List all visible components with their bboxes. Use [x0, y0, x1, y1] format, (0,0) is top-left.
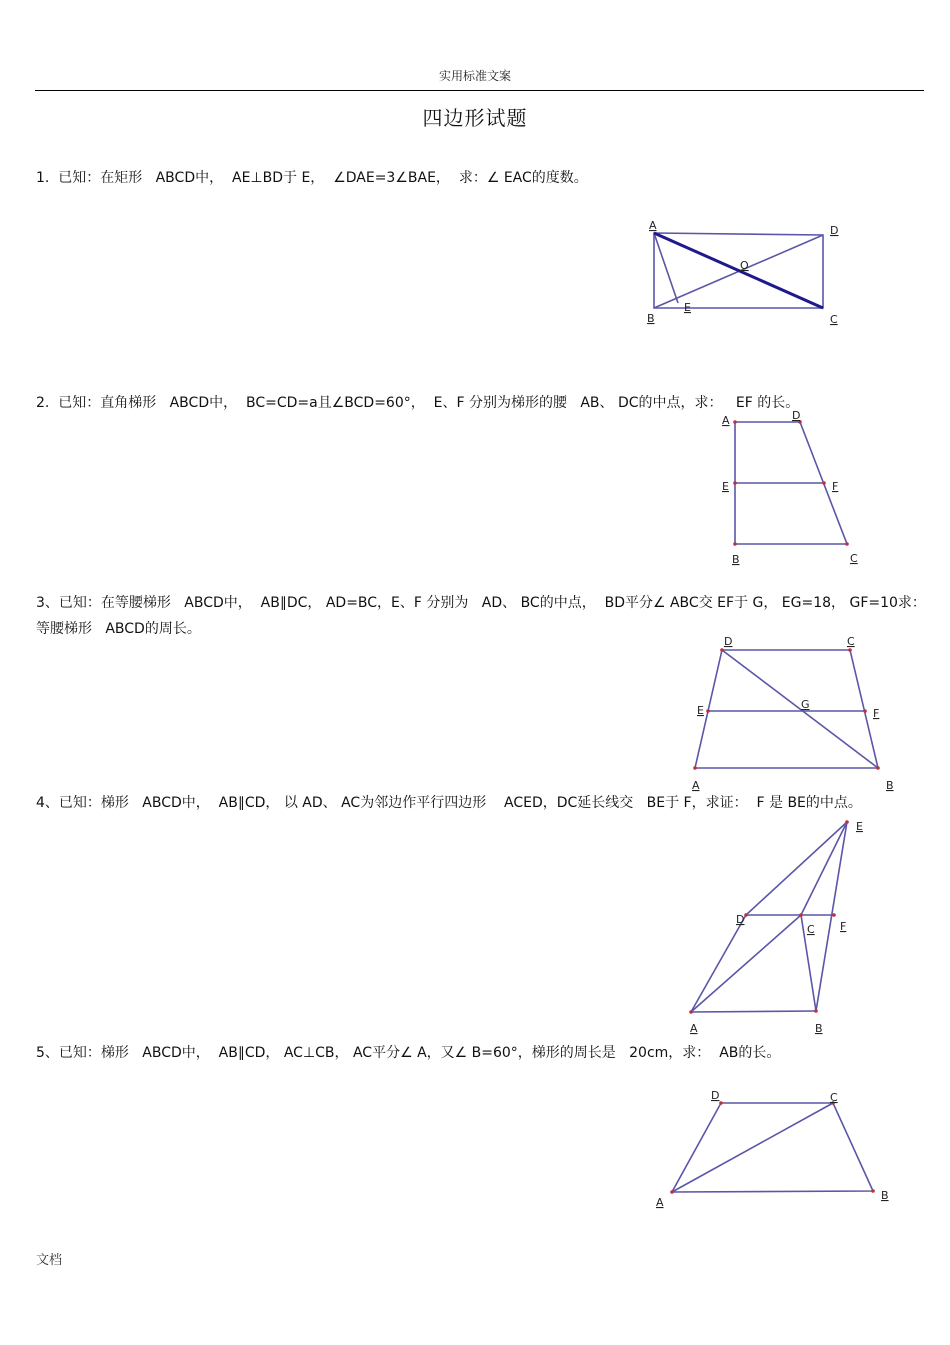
label-e: E [856, 820, 863, 833]
label-a: A [722, 414, 730, 427]
label-b: B [647, 312, 655, 325]
problem-3-figure [685, 632, 905, 801]
label-g: G [801, 698, 810, 711]
document-title: 四边形试题 [422, 106, 528, 130]
parallelogram-trapezoid-diagram [680, 812, 880, 1042]
header-divider [35, 90, 924, 91]
label-c: C [850, 552, 858, 565]
problem-5-figure [650, 1088, 900, 1222]
problem-2-figure [715, 405, 875, 574]
label-c: C [830, 1091, 838, 1104]
rectangle-diagram [640, 215, 850, 335]
right-trapezoid-diagram [715, 405, 875, 570]
label-e: E [697, 704, 704, 717]
problem-1-figure [640, 215, 850, 339]
label-b: B [886, 779, 894, 792]
label-a: A [692, 779, 700, 792]
label-d: D [711, 1089, 720, 1102]
label-a: A [656, 1196, 664, 1209]
label-e: E [684, 301, 691, 314]
problem-1-text: 1. 已知：在矩形 ABCD中， AE⊥BD于 E， ∠DAE=3∠BAE， 求：∠ EAC的度数。 [36, 170, 588, 186]
problem-4-figure [680, 812, 880, 1046]
label-d: D [830, 224, 839, 237]
label-f: F [840, 920, 847, 933]
label-d: D [736, 913, 745, 926]
label-f: F [873, 707, 880, 720]
label-a: A [690, 1022, 698, 1035]
label-c: C [807, 923, 815, 936]
page-header: 实用标准文案 [438, 69, 511, 83]
problem-2-text: 2. 已知：直角梯形 ABCD中， BC=CD=a且∠BCD=60°， E、F 分别为梯形的腰 AB、 DC的中点，求： EF 的长。 [36, 395, 800, 411]
label-f: F [832, 480, 839, 493]
label-a: A [649, 219, 657, 232]
problem-4-text: 4、已知：梯形 ABCD中， AB∥CD， 以 AD、 AC为邻边作平行四边形 ACED，DC延长线交 BE于 F，求证： F 是 BE的中点。 [36, 795, 862, 811]
page-footer: 文档 [36, 1253, 63, 1268]
label-b: B [815, 1022, 823, 1035]
trapezoid-diagonal-diagram [650, 1088, 900, 1218]
isosceles-trapezoid-diagram [685, 632, 905, 797]
label-c: C [847, 635, 855, 648]
label-d: D [792, 409, 801, 422]
label-c: C [830, 313, 838, 326]
label-o: O [740, 259, 749, 272]
label-b: B [881, 1189, 889, 1202]
label-e: E [722, 480, 729, 493]
label-d: D [724, 635, 733, 648]
problem-3-text: 3、已知：在等腰梯形 ABCD中， AB∥DC， AD=BC，E、F 分别为 AD、 BC的中点， BD平分∠ ABC交 EF于 G， EG=18， GF=10求： 等腰梯形 ABCD的周长。 [36, 595, 926, 637]
problem-5-text: 5、已知：梯形 ABCD中， AB∥CD， AC⊥CB， AC平分∠ A，又∠ B=60°，梯形的周长是 20cm，求： AB的长。 [36, 1045, 781, 1061]
label-b: B [732, 553, 740, 566]
